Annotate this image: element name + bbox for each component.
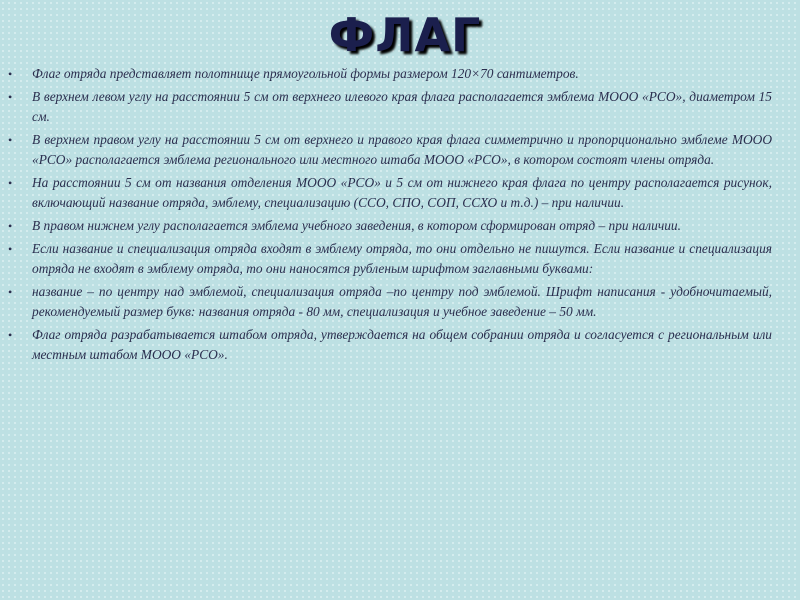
bullet-list — [0, 64, 772, 368]
bullet-icon: • — [8, 90, 13, 104]
slide-title: ФЛАГ — [328, 8, 482, 62]
bullet-icon: • — [8, 133, 13, 147]
list-item: • Флаг отряда представляет полотнище прямоугольной формы размером 120×70 сантиметров. — [0, 64, 772, 84]
bullet-icon: • — [8, 176, 13, 190]
list-item: • В правом нижнем углу располагается эмблема учебного заведения, в котором сформирован отряд – при наличии. — [0, 216, 772, 236]
list-item: • На расстоянии 5 см от названия отделения МООО «РСО» и 5 см от нижнего края флага по центру располагается рисунок, включающий название отряда, эмблему, специализацию (ССО, СПО, СОП, ССХО и т.д.) – при наличии. — [8, 175, 772, 210]
list-item: • В верхнем левом углу на расстоянии 5 см от верхнего илевого края флага располагается эмблема МООО «РСО», диаметром 15 см. — [8, 89, 772, 124]
list-item: • название – по центру над эмблемой, специализация отряда –по центру под эмблемой. Шрифт написания - удобночитаемый, рекомендуемый размер букв: названия отряда - 80 мм, специализация и учебное заведение – 50 мм. — [8, 284, 772, 319]
bullet-icon: • — [8, 328, 13, 342]
bullet-icon: • — [8, 67, 13, 81]
bullet-icon: • — [8, 285, 13, 299]
list-item: • Если название и специализация отряда входят в эмблему отряда, то они отдельно не пишутся. Если название и специализация отряда не входят в эмблему отряда, то они наносятся рубленым шрифтом заглавными буквами: — [8, 241, 772, 276]
bullet-icon: • — [8, 219, 13, 233]
list-item: • В верхнем правом углу на расстоянии 5 см от верхнего и правого края флага симметрично и пропорционально эмблеме МООО «РСО» располагается эмблема регионального или местного штаба МООО «РСО», в котором состоят члены отряда. — [8, 132, 772, 167]
bullet-icon: • — [8, 242, 13, 256]
list-item: • Флаг отряда разрабатывается штабом отряда, утверждается на общем собрании отряда и согласуется с региональным или местным штабом МООО «РСО». — [8, 327, 772, 362]
